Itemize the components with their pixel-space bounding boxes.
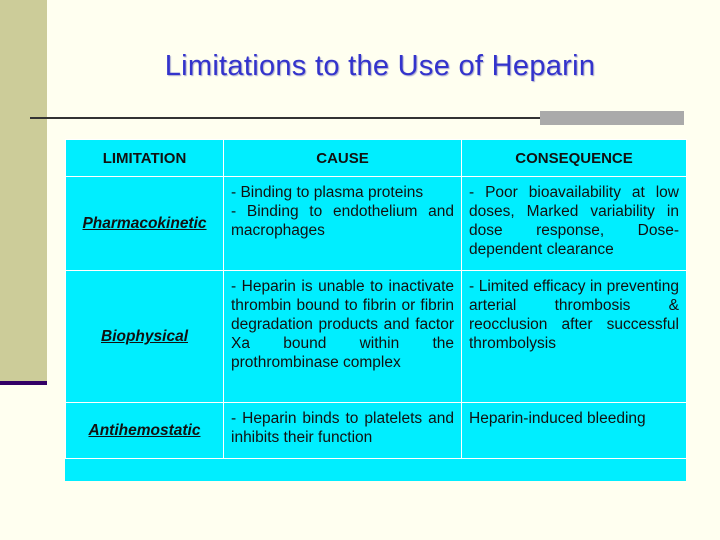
- header-consequence: CONSEQUENCE: [462, 140, 687, 177]
- table-row: [66, 403, 687, 459]
- cause-cell: - Heparin is unable to inactivate thrombin bound to fibrin or fibrin degradation products and factor Xa bound within the prothrombinase complex: [224, 271, 462, 403]
- consequence-cell: Heparin-induced bleeding: [462, 403, 687, 459]
- cause-cell: - Heparin binds to platelets and inhibits their function: [224, 403, 462, 459]
- table-row: [66, 271, 687, 403]
- cause-cell: [224, 177, 462, 271]
- consequence-cell: - Limited efficacy in preventing arterial thrombosis & reocclusion after successful thrombolysis: [462, 271, 687, 403]
- limitation-cell: Pharmacokinetic: [66, 177, 224, 271]
- blank-cell: [66, 459, 687, 480]
- limitations-table: [65, 139, 686, 481]
- page-title: Limitations to the Use of Heparin: [164, 50, 596, 82]
- header-cause: CAUSE: [224, 140, 462, 177]
- cause-item: - Binding to plasma proteins: [231, 184, 424, 201]
- table-blank-row: [66, 459, 687, 480]
- limitation-cell: Biophysical: [66, 271, 224, 403]
- table-header-row: [66, 140, 687, 177]
- header-limitation: LIMITATION: [66, 140, 224, 177]
- consequence-cell: - Poor bioavailability at low doses, Marked variability in dose response, Dose-dependent clearance: [462, 177, 687, 271]
- title-divider: [30, 117, 540, 119]
- cause-item: - Binding to endothelium and macrophages: [231, 203, 454, 239]
- table-row: [66, 177, 687, 271]
- title-divider-accent: [540, 111, 684, 125]
- left-decor-line: [0, 381, 47, 385]
- limitation-cell: Antihemostatic: [66, 403, 224, 459]
